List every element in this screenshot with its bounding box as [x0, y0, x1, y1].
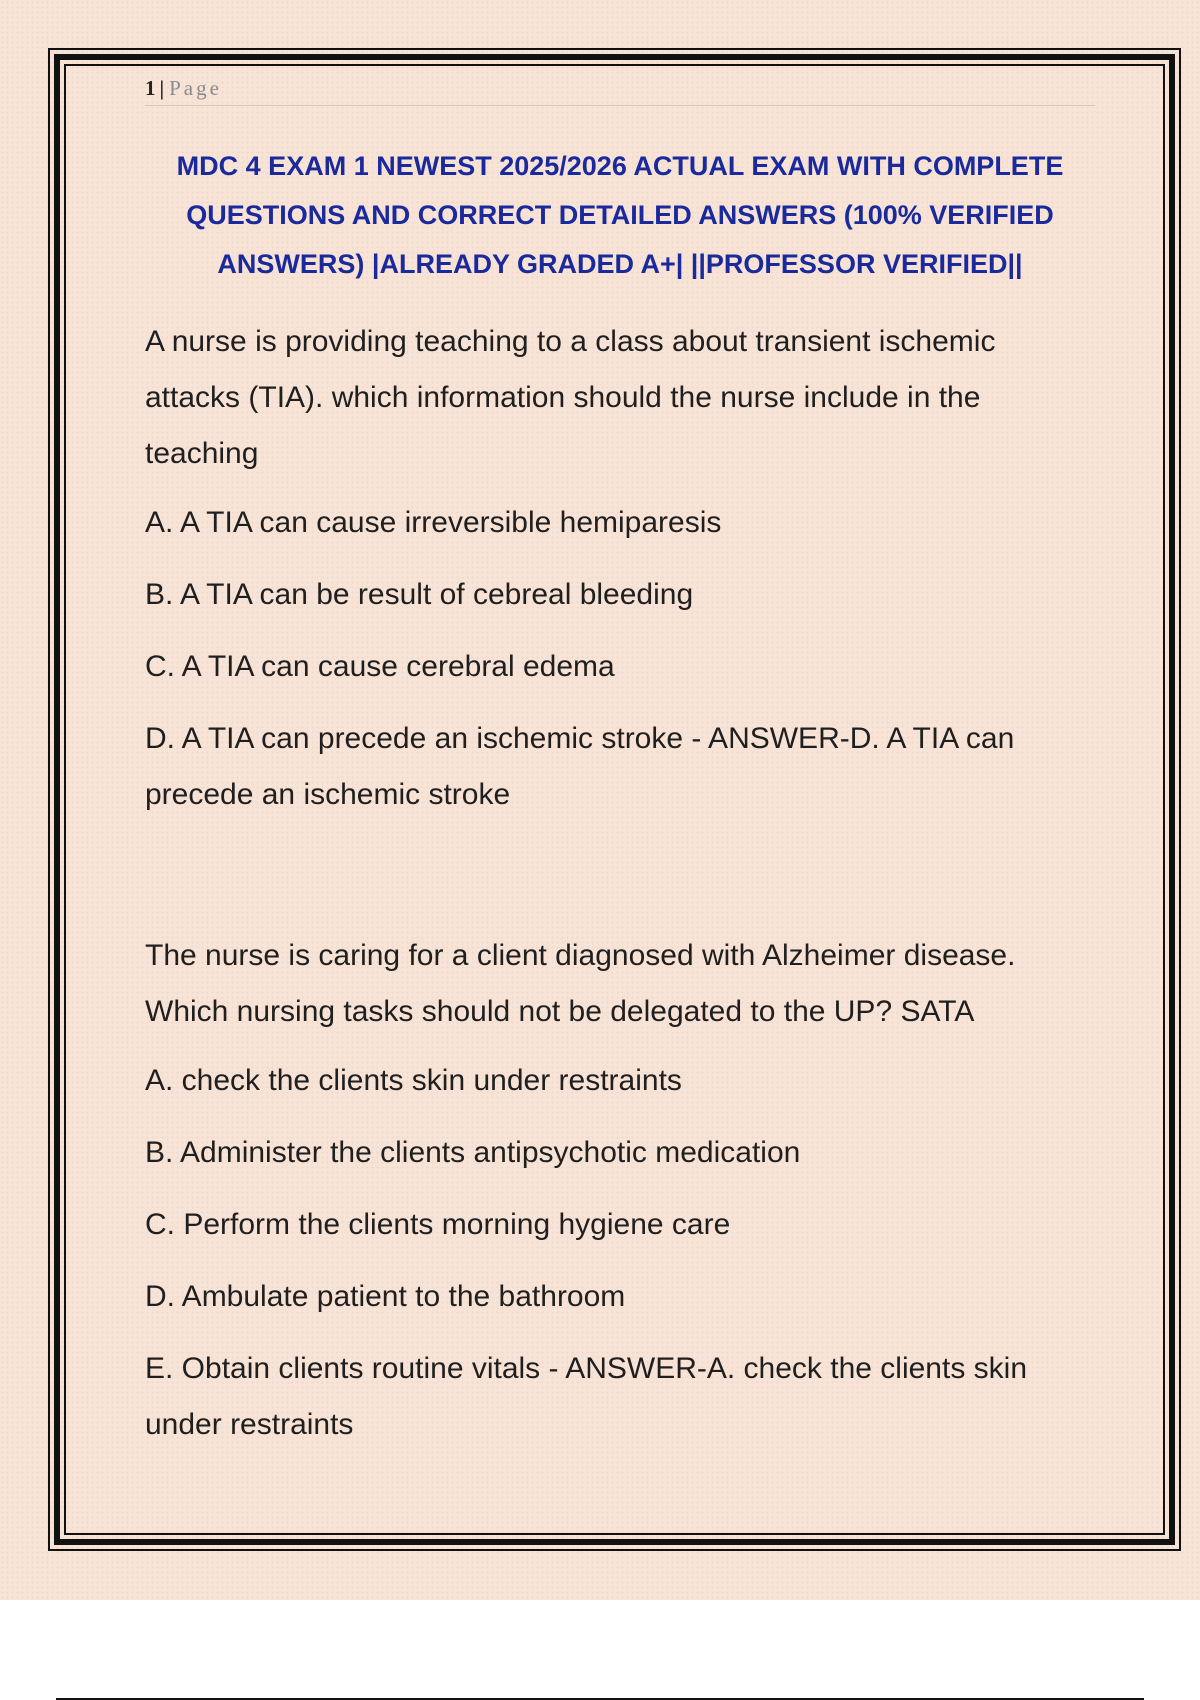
answer-option: B. Administer the clients antipsychotic medication	[145, 1136, 801, 1169]
document-title: MDC 4 EXAM 1 NEWEST 2025/2026 ACTUAL EXAM WITH COMPLETE QUESTIONS AND CORRECT DETAILED ANSWERS (100% VERIFIED ANSWERS) |ALREADY GRADED A+| ||PROFESSOR VERIFIED||	[176, 151, 1064, 279]
question-stem: The nurse is caring for a client diagnosed with Alzheimer disease. Which nursing tasks should not be delegated to the UP? SATA	[145, 939, 1016, 1028]
answer-option: D. Ambulate patient to the bathroom	[145, 1280, 626, 1313]
document-content	[145, 70, 1095, 1453]
page-label: Page	[169, 76, 222, 100]
question-stem: A nurse is providing teaching to a class about transient ischemic attacks (TIA). which information should the nurse include in the teaching	[145, 325, 996, 470]
answer-option: B. A TIA can be result of cebreal bleeding	[145, 578, 694, 611]
page-number: 1	[145, 76, 156, 100]
answer-option: A. A TIA can cause irreversible hemiparesis	[145, 506, 722, 539]
page-header	[145, 70, 1095, 106]
question-1	[145, 314, 1095, 823]
answer-option-with-key: E. Obtain clients routine vitals - ANSWER-A. check the clients skin under restraints	[145, 1352, 1027, 1441]
question-spacer	[145, 823, 1095, 903]
page-separator: |	[159, 76, 165, 100]
answer-option-with-key: D. A TIA can precede an ischemic stroke - ANSWER-D. A TIA can precede an ischemic stroke	[145, 722, 1015, 811]
answer-option: C. A TIA can cause cerebral edema	[145, 650, 615, 683]
question-2	[145, 928, 1095, 1453]
answer-option: A. check the clients skin under restraints	[145, 1064, 682, 1097]
answer-option: C. Perform the clients morning hygiene care	[145, 1208, 731, 1241]
